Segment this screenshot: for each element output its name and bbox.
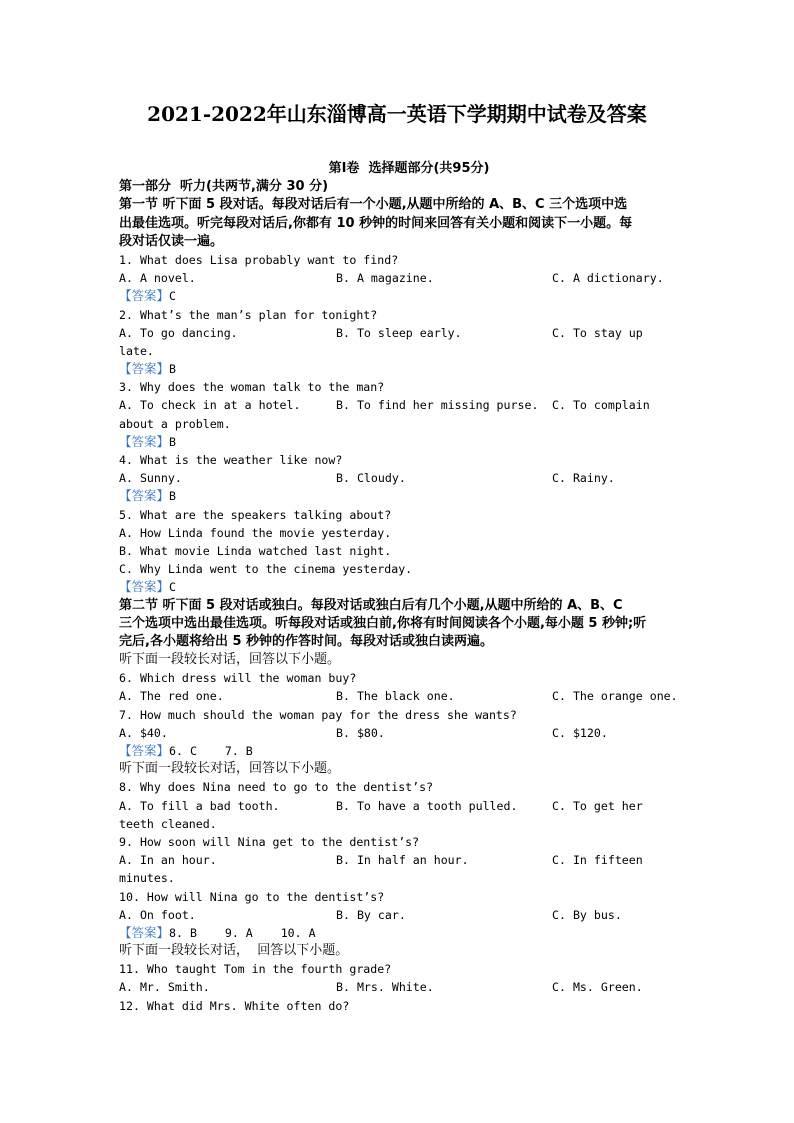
question-text: 10. How will Nina go to the dentist’s? bbox=[119, 889, 385, 904]
question-text: 9. How soon will Nina get to the dentist’s? bbox=[119, 834, 420, 849]
answer-line bbox=[119, 287, 699, 305]
option-b: B. Mrs. White. bbox=[336, 980, 434, 995]
option-row bbox=[119, 269, 699, 287]
option-row bbox=[119, 324, 699, 342]
section-header: 第Ⅰ卷 选择题部分(共95分) bbox=[328, 161, 490, 176]
option-c: C. By bus. bbox=[552, 907, 622, 922]
answer-tag: 【答案】 bbox=[119, 288, 170, 304]
answer-line bbox=[119, 742, 699, 760]
section1-instruction: 出最佳选项。听完每段对话后,你都有 10 秒钟的时间来回答有关小题和阅读下一小题。每 bbox=[119, 215, 633, 231]
option-continuation: teeth cleaned. bbox=[119, 816, 217, 831]
option-row bbox=[119, 851, 699, 869]
option-a: A. A novel. bbox=[119, 271, 196, 286]
question-text: 3. Why does the woman talk to the man? bbox=[119, 380, 385, 395]
answer-line bbox=[119, 924, 699, 942]
section1-instruction: 第一节 听下面 5 段对话。每段对话后有一个小题,从题中所给的 A、B、C 三个选项中选 bbox=[119, 197, 628, 213]
option-c: C. To get her bbox=[552, 798, 643, 813]
option-b: B. A magazine. bbox=[336, 271, 434, 286]
question-text: 6. Which dress will the woman buy? bbox=[119, 671, 357, 686]
answer-line bbox=[119, 360, 699, 378]
option-c: C. In fifteen bbox=[552, 853, 643, 868]
answer-value: C bbox=[169, 289, 176, 304]
option-row bbox=[119, 687, 699, 705]
option-b: B. To have a tooth pulled. bbox=[336, 798, 518, 813]
option-a: A. Mr. Smith. bbox=[119, 980, 210, 995]
option-c: C. Ms. Green. bbox=[552, 980, 643, 995]
section2-instruction: 第二节 听下面 5 段对话或独白。每段对话或独白后有几个小题,从题中所给的 A、B、C bbox=[119, 597, 623, 613]
question-text: 4. What is the weather like now? bbox=[119, 453, 343, 467]
answer-value: 8. B 9. A 10. A bbox=[169, 925, 316, 940]
answer-tag: 【答案】 bbox=[119, 924, 170, 940]
option-b: B. In half an hour. bbox=[336, 853, 469, 868]
option-a: A. To check in at a hotel. bbox=[119, 398, 301, 413]
section2-instruction: 完后,各小题将给出 5 秒钟的作答时间。每段对话或独白读两遍。 bbox=[119, 633, 494, 649]
option-a: A. The red one. bbox=[119, 689, 224, 704]
answer-line bbox=[119, 578, 699, 596]
option-continuation: late. bbox=[119, 343, 154, 358]
option-a: A. How Linda found the movie yesterday. bbox=[119, 525, 392, 540]
option-a: A. On foot. bbox=[119, 907, 196, 922]
option-b: B. To find her missing purse. bbox=[336, 398, 539, 413]
answer-value: C bbox=[169, 580, 176, 595]
option-c: C. Rainy. bbox=[552, 471, 615, 486]
option-continuation: minutes. bbox=[119, 871, 175, 886]
option-b: B. By car. bbox=[336, 907, 406, 922]
option-row bbox=[119, 396, 699, 414]
answer-line bbox=[119, 487, 699, 505]
listen-prompt: 听下面一段较长对话，回答以下小题。 bbox=[119, 761, 341, 777]
option-a: A. Sunny. bbox=[119, 471, 182, 486]
document-title: 2021-2022年山东淄博高一英语下学期期中试卷及答案 bbox=[147, 102, 647, 126]
question-text: 11. Who taught Tom in the fourth grade? bbox=[119, 962, 392, 977]
answer-tag: 【答案】 bbox=[119, 743, 170, 758]
section2-instruction: 三个选项中选出最佳选项。听每段对话或独白前,你将有时间阅读各个小题,每小题 5 秒钟;听 bbox=[119, 615, 647, 631]
question-text: 5. What are the speakers talking about? bbox=[119, 507, 392, 522]
option-c: C. The orange one. bbox=[552, 689, 678, 704]
option-c: C. $120. bbox=[552, 725, 608, 740]
option-c: C. To complain bbox=[552, 398, 650, 413]
option-b: B. To sleep early. bbox=[336, 325, 462, 340]
answer-tag: 【答案】 bbox=[119, 488, 170, 504]
option-row bbox=[119, 797, 699, 815]
question-text: 8. Why does Nina need to go to the dentist’s? bbox=[119, 780, 434, 795]
option-row bbox=[119, 978, 699, 996]
answer-value: B bbox=[169, 434, 176, 449]
answer-value: B bbox=[169, 362, 176, 377]
listen-prompt: 听下面一段较长对话， 回答以下小题。 bbox=[119, 943, 349, 959]
option-b: B. Cloudy. bbox=[336, 471, 406, 486]
question-text: 1. What does Lisa probably want to find? bbox=[119, 252, 399, 267]
part1-title: 第一部分 听力(共两节,满分 30 分) bbox=[119, 179, 329, 195]
option-row bbox=[119, 906, 699, 924]
document-body bbox=[119, 160, 699, 1015]
section1-instruction: 段对话仅读一遍。 bbox=[119, 233, 224, 249]
option-b: B. What movie Linda watched last night. bbox=[119, 543, 392, 558]
option-c: C. A dictionary. bbox=[552, 271, 664, 286]
question-text: 2. What’s the man’s plan for tonight? bbox=[119, 307, 378, 322]
answer-tag: 【答案】 bbox=[119, 361, 170, 377]
option-row bbox=[119, 469, 699, 487]
answer-tag: 【答案】 bbox=[119, 433, 170, 449]
answer-value: 6. C 7. B bbox=[169, 744, 253, 758]
option-a: A. In an hour. bbox=[119, 853, 217, 868]
option-row bbox=[119, 724, 699, 742]
question-text: 12. What did Mrs. White often do? bbox=[119, 998, 350, 1013]
listen-prompt: 听下面一段较长对话，回答以下小题。 bbox=[119, 652, 341, 668]
option-a: A. To go dancing. bbox=[119, 325, 238, 340]
question-text: 7. How much should the woman pay for the dress she wants? bbox=[119, 707, 517, 722]
option-b: B. The black one. bbox=[336, 689, 455, 704]
option-b: B. $80. bbox=[336, 725, 385, 740]
option-a: A. To fill a bad tooth. bbox=[119, 798, 280, 813]
answer-value: B bbox=[169, 489, 176, 504]
answer-line bbox=[119, 433, 699, 451]
option-a: A. $40. bbox=[119, 725, 168, 740]
option-c: C. Why Linda went to the cinema yesterday. bbox=[119, 562, 413, 577]
answer-tag: 【答案】 bbox=[119, 579, 170, 595]
option-continuation: about a problem. bbox=[119, 416, 231, 431]
option-c: C. To stay up bbox=[552, 325, 643, 340]
